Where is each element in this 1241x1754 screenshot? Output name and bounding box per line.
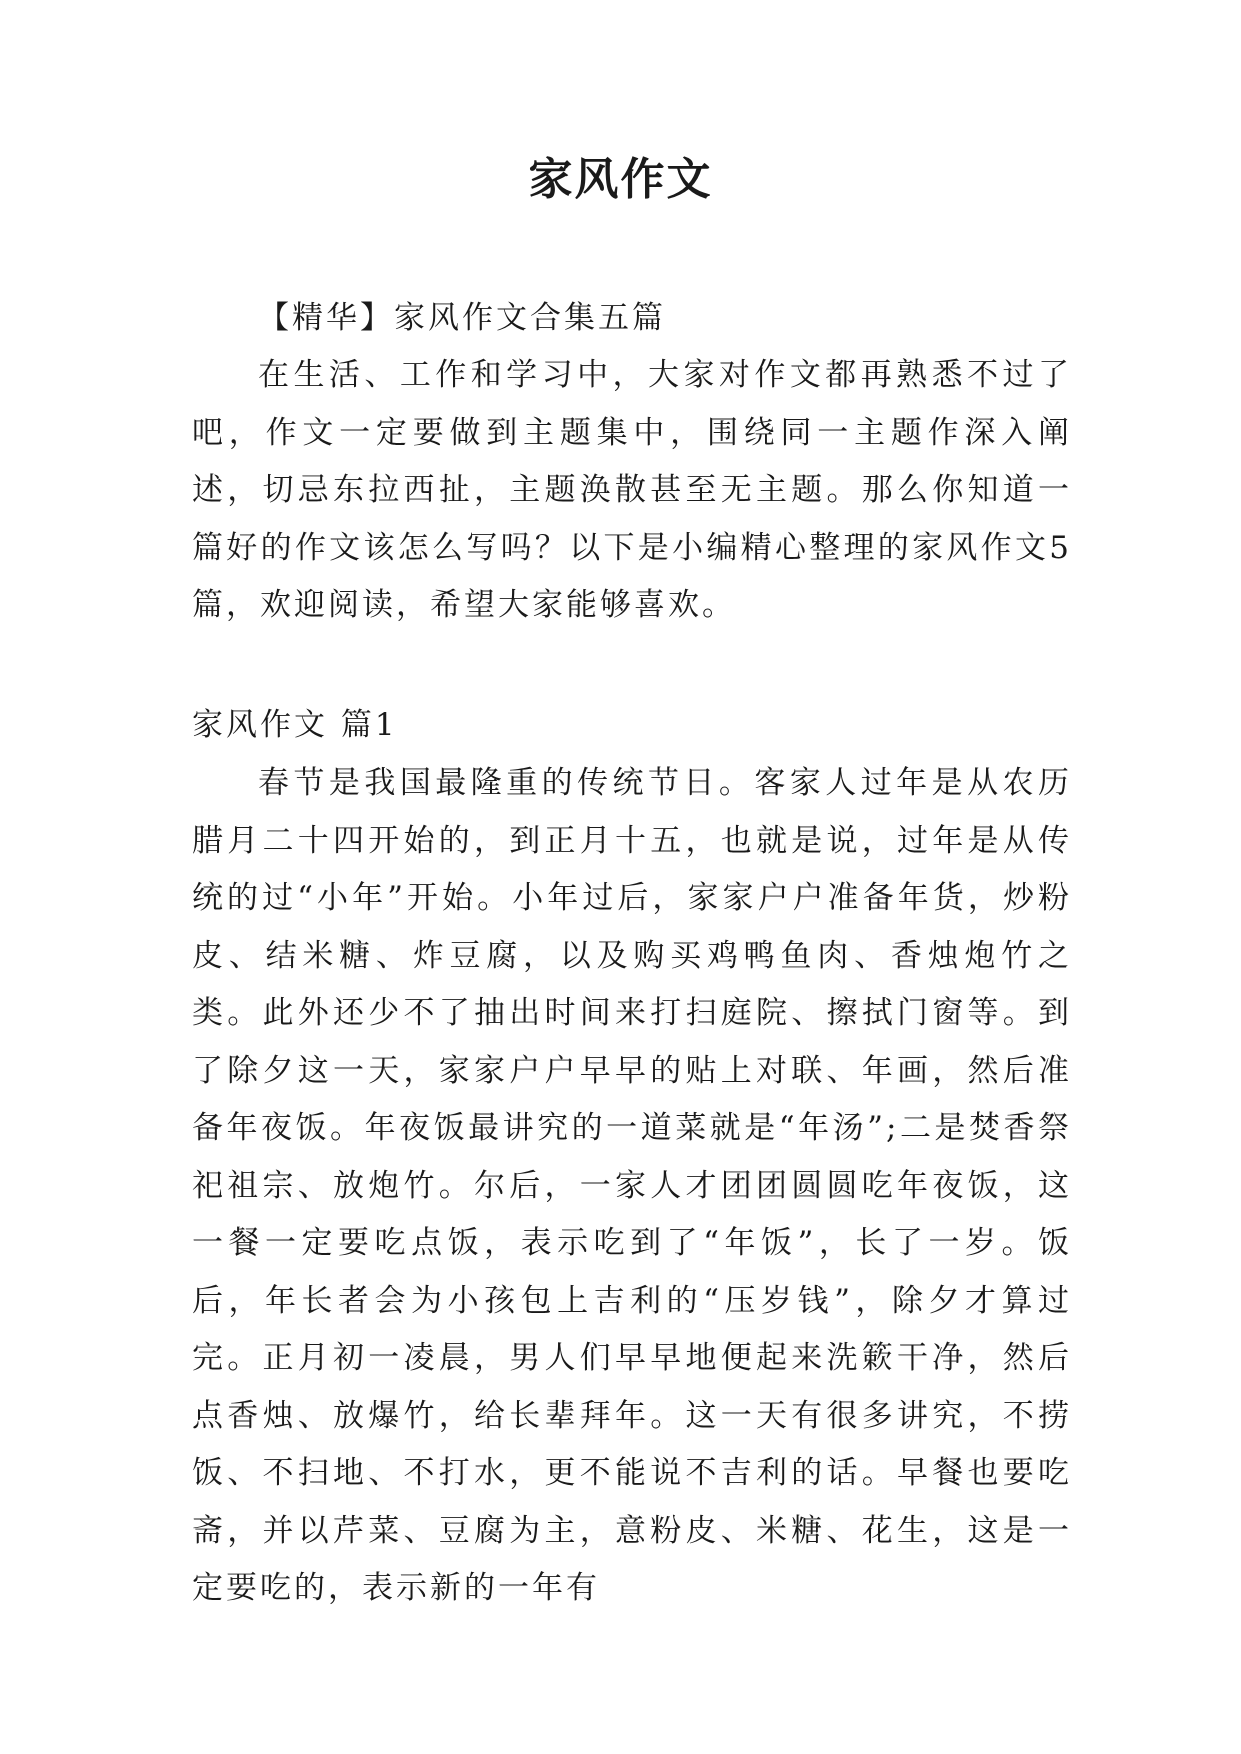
- article-paragraph: 春节是我国最隆重的传统节日。客家人过年是从农历腊月二十四开始的，到正月十五，也就是说，过年是从传统的过“小年”开始。小年过后，家家户户准备年货，炒粉皮、结米糖、炸豆腐，以及购买鸡鸭鱼肉、香烛炮竹之类。此外还少不了抽出时间来打扫庭院、擦拭门窗等。到了除夕这一天，家家户户早早的贴上对联、年画，然后准备年夜饭。年夜饭最讲究的一道菜就是“年汤”;二是焚香祭祀祖宗、放炮竹。尔后，一家人才团团圆圆吃年夜饭，这一餐一定要吃点饭，表示吃到了“年饭”，长了一岁。饭后，年长者会为小孩包上吉利的“压岁钱”，除夕才算过完。正月初一凌晨，男人们早早地便起来洗簌干净，然后点香烛、放爆竹，给长辈拜年。这一天有很多讲究，不捞饭、不扫地、不打水，更不能说不吉利的话。早餐也要吃斋，并以芹菜、豆腐为主，意粉皮、米糖、花生，这是一定要吃的，表示新的一年有: [192, 765, 1072, 1606]
- document-title: 家风作文: [528, 154, 713, 205]
- document-subtitle: 【精华】家风作文合集五篇: [258, 300, 666, 336]
- intro-paragraph: 在生活、工作和学习中，大家对作文都再熟悉不过了吧，作文一定要做到主题集中，围绕同一主题作深入阐述，切忌东拉西扯，主题涣散甚至无主题。那么你知道一篇好的作文该怎么写吗？以下是小编精心整理的家风作文5篇，欢迎阅读，希望大家能够喜欢。: [192, 357, 1072, 623]
- section-heading: 家风作文 篇1: [192, 707, 398, 743]
- intro-section: [192, 347, 1072, 635]
- article-section: [192, 755, 1072, 1618]
